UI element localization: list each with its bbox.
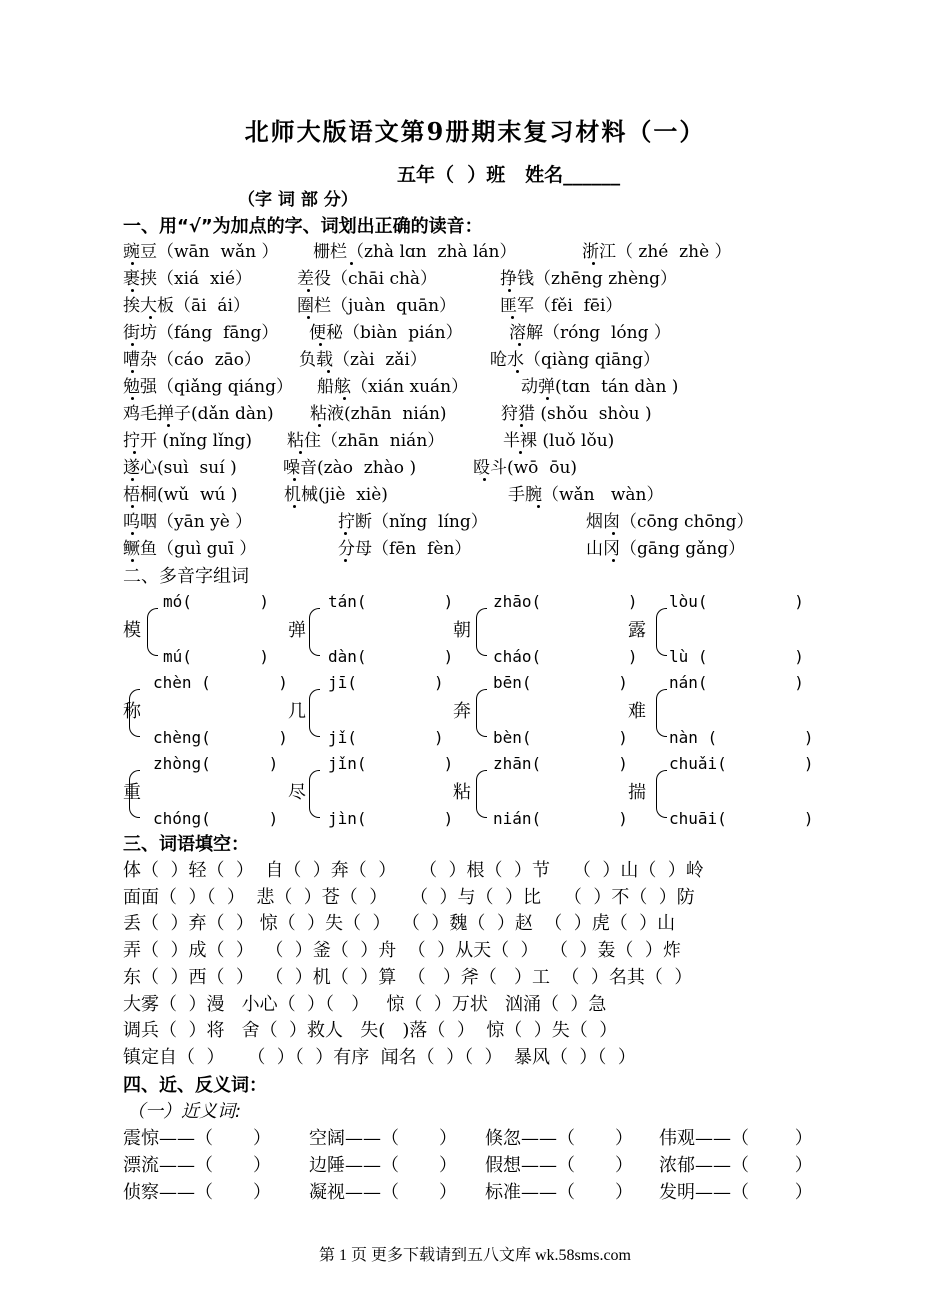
fill-in-row: 东（ ）西（ ） （ ）机（ ）算 （ ）斧（ ）工 （ ）名其（ ） bbox=[123, 966, 693, 988]
reading-item: 街坊（fáng fāng） bbox=[123, 323, 279, 343]
reading-item: 殴斗(wō ōu) bbox=[473, 458, 578, 478]
polyphone-bottom-line: dàn( ) bbox=[328, 647, 454, 666]
reading-item: 机械(jiè xiè) bbox=[284, 485, 388, 505]
polyphone-char: 称 bbox=[123, 701, 141, 722]
fill-in-row: 镇定自（ ） （ ）（ ）有序 闻名（ ）（ ） 暴风（ ）（ ） bbox=[123, 1046, 636, 1068]
emphasis-dot bbox=[511, 316, 514, 319]
synonym-item: 空阔——（ ） bbox=[309, 1128, 458, 1149]
bracket-shape bbox=[309, 689, 320, 737]
polyphone-char: 模 bbox=[123, 620, 141, 641]
synonym-item: 浓郁——（ ） bbox=[659, 1155, 813, 1176]
reading-item: 噪音(zào zhào ) bbox=[283, 458, 417, 478]
polyphone-top-line: jǐn( ) bbox=[328, 754, 454, 773]
emphasis-dot bbox=[319, 343, 322, 346]
fill-in-row: 弄（ ）成（ ） （ ）釜（ ）舟 （ ）从天（ ） （ ）轰（ ）炸 bbox=[123, 940, 681, 962]
emphasis-dot bbox=[167, 424, 170, 427]
reading-item: 鸡毛掸子(dǎn dàn) bbox=[123, 404, 274, 424]
emphasis-dot bbox=[483, 478, 486, 481]
polyphone-top-line: chèn ( ) bbox=[153, 673, 288, 692]
emphasis-dot bbox=[307, 316, 310, 319]
reading-item: 差役（chāi chà） bbox=[297, 269, 438, 289]
reading-item: 分母（fēn fèn） bbox=[338, 539, 472, 559]
reading-item: 拧开 (nǐng lǐng) bbox=[123, 431, 252, 451]
reading-item: 拧断（nǐng líng） bbox=[338, 512, 488, 532]
polyphone-top-line: zhāo( ) bbox=[493, 592, 638, 611]
polyphone-char: 难 bbox=[628, 701, 646, 722]
bracket-shape bbox=[129, 770, 140, 818]
reading-item: 狩猎 (shǒu shòu ) bbox=[501, 404, 652, 424]
emphasis-dot bbox=[592, 262, 595, 265]
reading-item: 豌豆（wān wǎn ） bbox=[123, 242, 279, 262]
emphasis-dot bbox=[516, 370, 519, 373]
polyphone-char: 揣 bbox=[628, 782, 646, 803]
section4-heading: 四、近、反义词： bbox=[123, 1075, 267, 1096]
emphasis-dot bbox=[350, 262, 353, 265]
polyphone-bottom-line: bèn( ) bbox=[493, 728, 628, 747]
section4-subheading: （一）近义词: bbox=[127, 1101, 242, 1122]
reading-item: 粘液(zhān nián) bbox=[310, 404, 447, 424]
section1-heading: 一、用“√”为加点的字、词划出正确的读音： bbox=[123, 216, 483, 237]
reading-item: 勉强（qiǎng qiáng） bbox=[123, 377, 293, 397]
polyphone-char: 重 bbox=[123, 782, 141, 803]
emphasis-dot bbox=[318, 424, 321, 427]
reading-item: 裹挟（xiá xié） bbox=[123, 269, 253, 289]
emphasis-dot bbox=[612, 532, 615, 535]
reading-item: 挨大板（āi ái） bbox=[123, 296, 250, 316]
polyphone-bottom-line: nàn ( ) bbox=[669, 728, 814, 747]
synonym-item: 假想——（ ） bbox=[485, 1155, 634, 1176]
emphasis-dot bbox=[131, 478, 134, 481]
polyphone-bottom-line: chèng( ) bbox=[153, 728, 288, 747]
emphasis-dot bbox=[307, 289, 310, 292]
polyphone-top-line: zhān( ) bbox=[493, 754, 628, 773]
part-label: （字 词 部 分） bbox=[238, 190, 358, 210]
polyphone-top-line: jī( ) bbox=[328, 673, 444, 692]
polyphone-char: 朝 bbox=[453, 620, 471, 641]
bracket-shape bbox=[656, 608, 667, 656]
bracket-shape bbox=[309, 770, 320, 818]
reading-item: 负载（zài zǎi） bbox=[299, 350, 427, 370]
reading-item: 手腕（wǎn wàn） bbox=[508, 485, 664, 505]
polyphone-top-line: chuǎi( ) bbox=[669, 754, 814, 773]
emphasis-dot bbox=[131, 532, 134, 535]
polyphone-char: 露 bbox=[628, 620, 646, 641]
synonym-item: 发明——（ ） bbox=[659, 1182, 813, 1203]
emphasis-dot bbox=[131, 397, 134, 400]
emphasis-dot bbox=[293, 478, 296, 481]
page-title: 北师大版语文第9册期末复习材料（一） bbox=[244, 117, 706, 146]
polyphone-top-line: lòu( ) bbox=[669, 592, 804, 611]
polyphone-bottom-line: jǐ( ) bbox=[328, 728, 444, 747]
emphasis-dot bbox=[344, 532, 347, 535]
emphasis-dot bbox=[131, 559, 134, 562]
emphasis-dot bbox=[299, 451, 302, 454]
reading-item: 圈栏（juàn quān） bbox=[297, 296, 457, 316]
emphasis-dot bbox=[131, 370, 134, 373]
emphasis-dot bbox=[537, 505, 540, 508]
reading-item: 粘住（zhān nián） bbox=[287, 431, 445, 451]
synonym-item: 侦察——（ ） bbox=[123, 1182, 272, 1203]
polyphone-bottom-line: mú( ) bbox=[163, 647, 269, 666]
emphasis-dot bbox=[131, 343, 134, 346]
bracket-shape bbox=[476, 608, 487, 656]
synonym-item: 倏忽——（ ） bbox=[485, 1128, 634, 1149]
reading-item: 呛水（qiàng qiāng） bbox=[490, 350, 660, 370]
fill-in-row: 面面（ ）（ ） 悲（ ）苍（ ） （ ）与（ ）比 （ ）不（ ）防 bbox=[123, 886, 695, 908]
fill-in-row: 大雾（ ）漫 小心（ ）（ ） 惊（ ）万状 汹涌（ ）急 bbox=[123, 993, 607, 1015]
fill-in-row: 体（ ）轻（ ） 自（ ）奔（ ） （ ）根（ ）节 （ ）山（ ）岭 bbox=[123, 860, 704, 881]
emphasis-dot bbox=[519, 451, 522, 454]
polyphone-top-line: mó( ) bbox=[163, 592, 269, 611]
emphasis-dot bbox=[518, 343, 521, 346]
reading-item: 动弹(tɑn tán dàn ) bbox=[521, 377, 679, 397]
class-name-line: 五年（ ）班 姓名______ bbox=[397, 164, 621, 186]
fill-in-row: 丢（ ）弃（ ） 惊（ ）失（ ） （ ）魏（ ）赵 （ ）虎（ ）山 bbox=[123, 913, 676, 935]
polyphone-top-line: nán( ) bbox=[669, 673, 804, 692]
emphasis-dot bbox=[612, 559, 615, 562]
reading-item: 浙江（ zhé zhè ） bbox=[582, 242, 732, 262]
polyphone-bottom-line: jìn( ) bbox=[328, 809, 454, 828]
reading-item: 栅栏（zhà lɑn zhà lán） bbox=[313, 242, 517, 262]
emphasis-dot bbox=[546, 397, 549, 400]
reading-item: 匪军（fěi fēi） bbox=[500, 296, 623, 316]
emphasis-dot bbox=[343, 397, 346, 400]
polyphone-bottom-line: chuāi( ) bbox=[669, 809, 814, 828]
emphasis-dot bbox=[133, 451, 136, 454]
reading-item: 便秘（biàn pián） bbox=[309, 323, 463, 343]
reading-item: 嘈杂（cáo zāo） bbox=[123, 350, 262, 370]
emphasis-dot bbox=[131, 289, 134, 292]
reading-item: 烟囱（cōng chōng） bbox=[586, 512, 754, 532]
synonym-item: 标准——（ ） bbox=[485, 1182, 634, 1203]
polyphone-bottom-line: chóng( ) bbox=[153, 809, 279, 828]
emphasis-dot bbox=[131, 505, 134, 508]
polyphone-char: 弹 bbox=[288, 620, 306, 641]
polyphone-char: 尽 bbox=[288, 782, 306, 803]
reading-item: 溶解（róng lóng ） bbox=[509, 323, 671, 343]
polyphone-bottom-line: lù ( ) bbox=[669, 647, 804, 666]
bracket-shape bbox=[147, 608, 158, 656]
section3-heading: 三、词语填空： bbox=[123, 834, 249, 855]
bracket-shape bbox=[129, 689, 140, 737]
polyphone-char: 奔 bbox=[453, 701, 471, 722]
synonym-item: 凝视——（ ） bbox=[309, 1182, 458, 1203]
synonym-item: 边陲——（ ） bbox=[309, 1155, 458, 1176]
polyphone-top-line: zhòng( ) bbox=[153, 754, 279, 773]
polyphone-char: 几 bbox=[288, 701, 306, 722]
emphasis-dot bbox=[149, 316, 152, 319]
reading-item: 鳜鱼（guì guī ） bbox=[123, 539, 257, 559]
section2-heading: 二、多音字组词 bbox=[123, 566, 249, 587]
polyphone-top-line: tán( ) bbox=[328, 592, 454, 611]
reading-item: 遂心(suì suí ) bbox=[123, 458, 237, 478]
polyphone-bottom-line: nián( ) bbox=[493, 809, 628, 828]
bracket-shape bbox=[476, 689, 487, 737]
synonym-item: 伟观——（ ） bbox=[659, 1128, 813, 1149]
synonym-item: 漂流——（ ） bbox=[123, 1155, 272, 1176]
bracket-shape bbox=[476, 770, 487, 818]
bracket-shape bbox=[656, 689, 667, 737]
reading-item: 山冈（gāng gǎng） bbox=[586, 539, 746, 559]
polyphone-bottom-line: cháo( ) bbox=[493, 647, 638, 666]
bracket-shape bbox=[309, 608, 320, 656]
emphasis-dot bbox=[508, 289, 511, 292]
emphasis-dot bbox=[520, 424, 523, 427]
fill-in-row: 调兵（ ）将 舍（ ）救人 失( )落（ ） 惊（ ）失（ ） bbox=[123, 1020, 618, 1042]
bracket-shape bbox=[656, 770, 667, 818]
emphasis-dot bbox=[293, 505, 296, 508]
polyphone-char: 粘 bbox=[453, 782, 471, 803]
emphasis-dot bbox=[327, 370, 330, 373]
reading-item: 挣钱（zhēng zhèng） bbox=[500, 269, 677, 289]
reading-item: 梧桐(wǔ wú ) bbox=[123, 485, 238, 505]
reading-item: 船舷（xián xuán） bbox=[317, 377, 469, 397]
synonym-item: 震惊——（ ） bbox=[123, 1128, 272, 1149]
reading-item: 呜咽（yān yè ） bbox=[123, 512, 253, 532]
reading-item: 半裸 (luǒ lǒu) bbox=[503, 431, 615, 451]
emphasis-dot bbox=[344, 559, 347, 562]
polyphone-top-line: bēn( ) bbox=[493, 673, 628, 692]
emphasis-dot bbox=[131, 262, 134, 265]
page-footer: 第 1 页 更多下载请到五八文库 wk.58sms.com bbox=[318, 1247, 631, 1264]
